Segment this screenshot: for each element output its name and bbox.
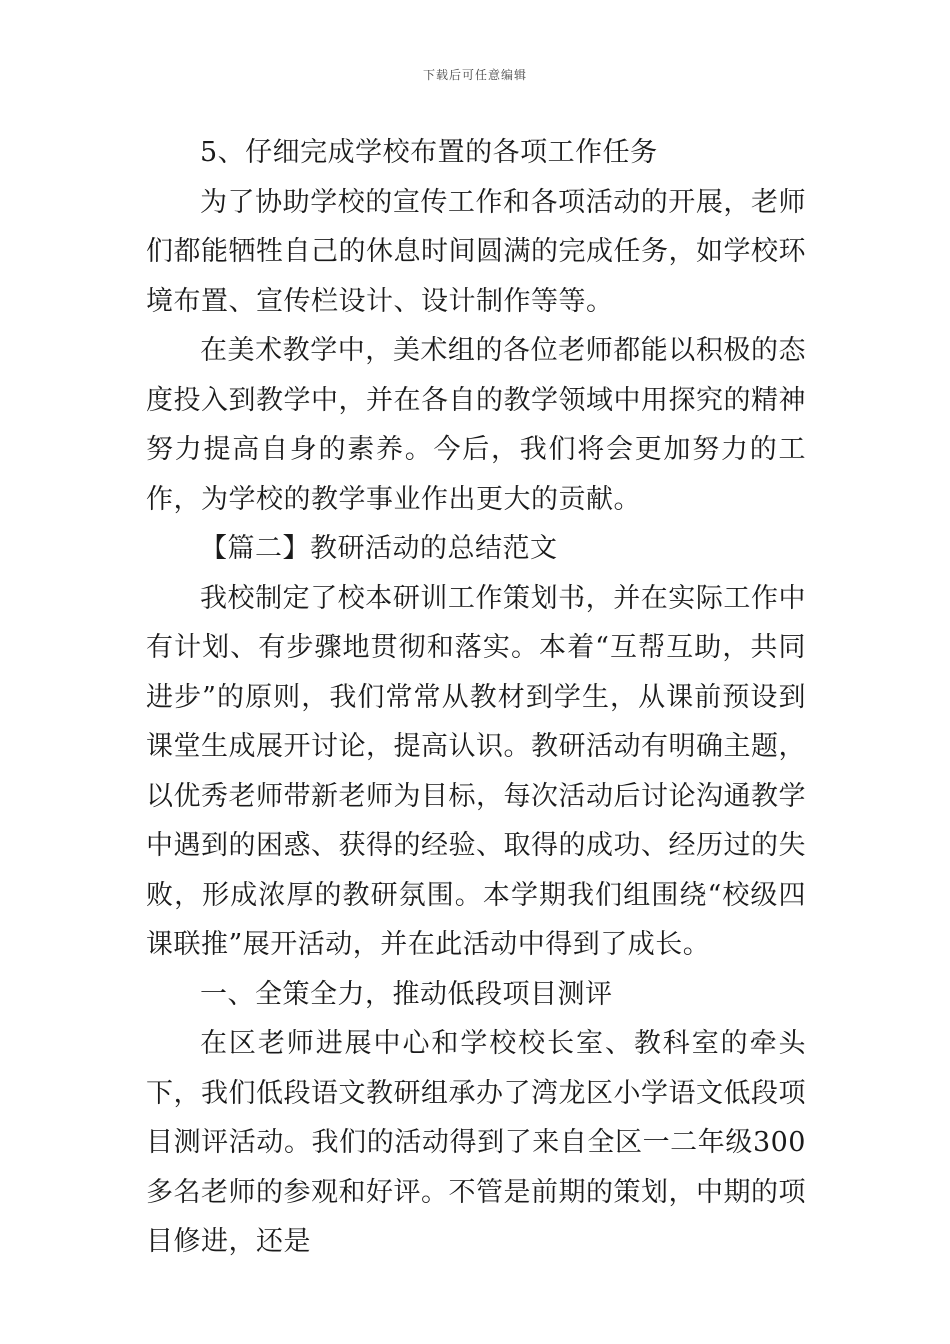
paragraph-publicity: 为了协助学校的宣传工作和各项活动的开展，老师们都能牺牲自己的休息时间圆满的完成任务，如学校环境布置、宣传栏设计、设计制作等等。 <box>146 186 806 317</box>
paragraph-research-plan: 我校制定了校本研训工作策划书，并在实际工作中有计划、有步骤地贯彻和落实。本着“互帮互助，共同进步”的原则，我们常常从教材到学生，从课前预设到课堂生成展开讨论，提高认识。教研活动有明确主题，以优秀老师带新老师为目标，每次活动后讨论沟通教学中遇到的困惑、获得的经验、取得的成功、经历过的失败，形成浓厚的教研氛围。本学期我们组围绕“校级四课联推”展开活动，并在此活动中得到了成长。 <box>146 582 806 960</box>
document-body <box>146 128 806 1267</box>
paragraph-evaluation-activity: 在区老师进展中心和学校校长室、教科室的牵头下，我们低段语文教研组承办了湾龙区小学语文低段项目测评活动。我们的活动得到了来自全区一二年级300多名老师的参观和好评。不管是前期的策划，中期的项目修进，还是 <box>146 1028 806 1257</box>
section-heading-task: 5、仔细完成学校布置的各项工作任务 <box>200 137 658 168</box>
header-note: 下载后可任意编辑 <box>422 68 527 82</box>
section-heading-evaluation: 一、全策全力，推动低段项目测评 <box>200 978 613 1010</box>
article-title-part-two: 【篇二】教研活动的总结范文 <box>200 533 558 564</box>
paragraph-art-teaching: 在美术教学中，美术组的各位老师都能以积极的态度投入到教学中，并在各自的教学领域中用探究的精神努力提高自身的素养。今后，我们将会更加努力的工作，为学校的教学事业作出更大的贡献。 <box>146 335 806 515</box>
